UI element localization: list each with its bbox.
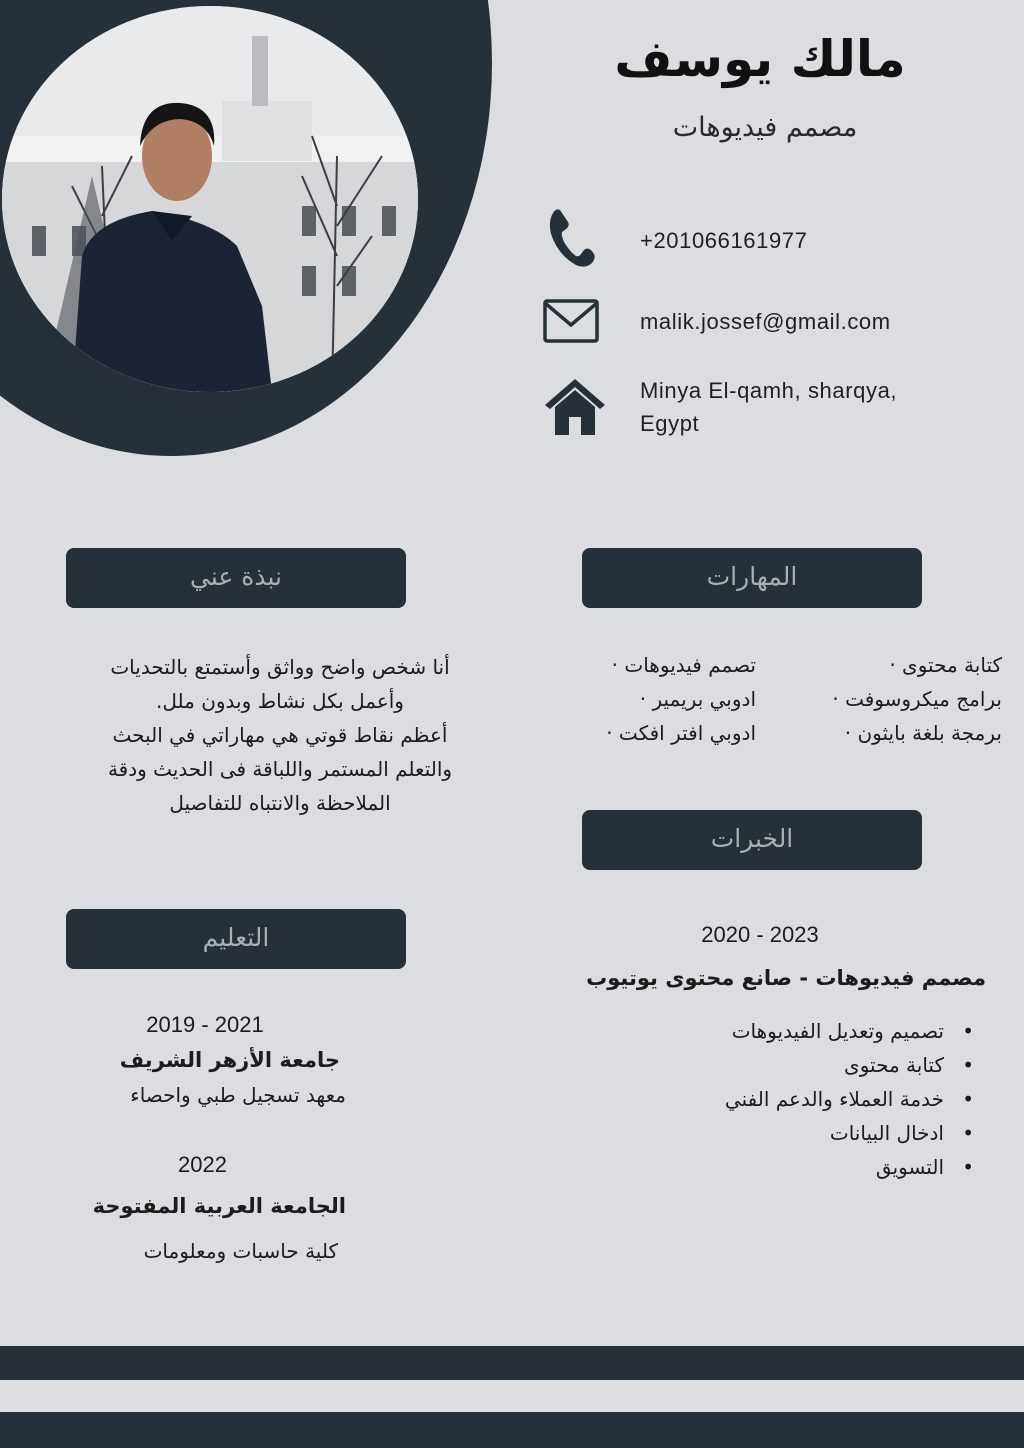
education-program: معهد تسجيل طبي واحصاء [130, 1083, 346, 1107]
mail-icon [543, 298, 599, 344]
about-line: الملاحظة والانتباه للتفاصيل [169, 791, 391, 815]
about-line: وأعمل بكل نشاط وبدون ملل. [156, 689, 404, 713]
job-title: مصمم فيديوهات [672, 112, 858, 143]
skill-item: كتابة محتوى · [889, 653, 1002, 677]
skills-column-left [606, 648, 756, 750]
education-program: كلية حاسبات ومعلومات [143, 1239, 338, 1263]
person-name: مالك يوسف [614, 30, 906, 88]
footer-band-top [0, 1346, 1024, 1380]
about-text [70, 650, 490, 820]
skills-column-right [832, 648, 1002, 750]
education-period: 2019 - 2021 [146, 1012, 264, 1037]
address-line-2: Egypt [640, 411, 700, 436]
phone-icon [546, 208, 596, 270]
list-item: • التسويق [725, 1150, 944, 1184]
skill-item: ادوبي افتر افكت · [606, 721, 756, 745]
about-line: أنا شخص واضح وواثق وأستمتع بالتحديات [110, 655, 450, 679]
about-line: أعظم نقاط قوتي هي مهاراتي في البحث [112, 723, 448, 747]
phone-number[interactable]: +201066161977 [640, 228, 808, 253]
section-about-header: نبذة عني [66, 548, 406, 608]
education-institution: الجامعة العربية المفتوحة [92, 1194, 346, 1218]
footer-band-bottom [0, 1412, 1024, 1448]
list-item: • خدمة العملاء والدعم الفني [725, 1082, 944, 1116]
skill-item: تصمم فيديوهات · [611, 653, 756, 677]
list-item: • تصميم وتعديل الفيديوهات [725, 1014, 944, 1048]
experience-role: مصمم فيديوهات - صانع محتوى يوتيوب [586, 966, 986, 990]
experience-period: 2020 - 2023 [701, 922, 819, 947]
section-experience-header: الخبرات [582, 810, 922, 870]
skill-item: ادوبي بريمير · [639, 687, 756, 711]
section-skills-header: المهارات [582, 548, 922, 608]
section-education-header: التعليم [66, 909, 406, 969]
education-period: 2022 [178, 1152, 227, 1177]
home-icon [543, 375, 607, 437]
skill-item: برامج ميكروسوفت · [832, 687, 1002, 711]
address-line-1: Minya El-qamh, sharqya, [640, 378, 898, 403]
list-item: • كتابة محتوى [725, 1048, 944, 1082]
skill-item: برمجة بلغة بايثون · [844, 721, 1002, 745]
profile-photo [2, 6, 418, 392]
email-address[interactable]: malik.jossef@gmail.com [640, 309, 891, 334]
list-item: • ادخال البيانات [725, 1116, 944, 1150]
about-line: والتعلم المستمر واللباقة فى الحديث ودقة [107, 757, 453, 781]
experience-task-list [725, 1014, 972, 1184]
education-institution: جامعة الأزهر الشريف [119, 1048, 340, 1072]
